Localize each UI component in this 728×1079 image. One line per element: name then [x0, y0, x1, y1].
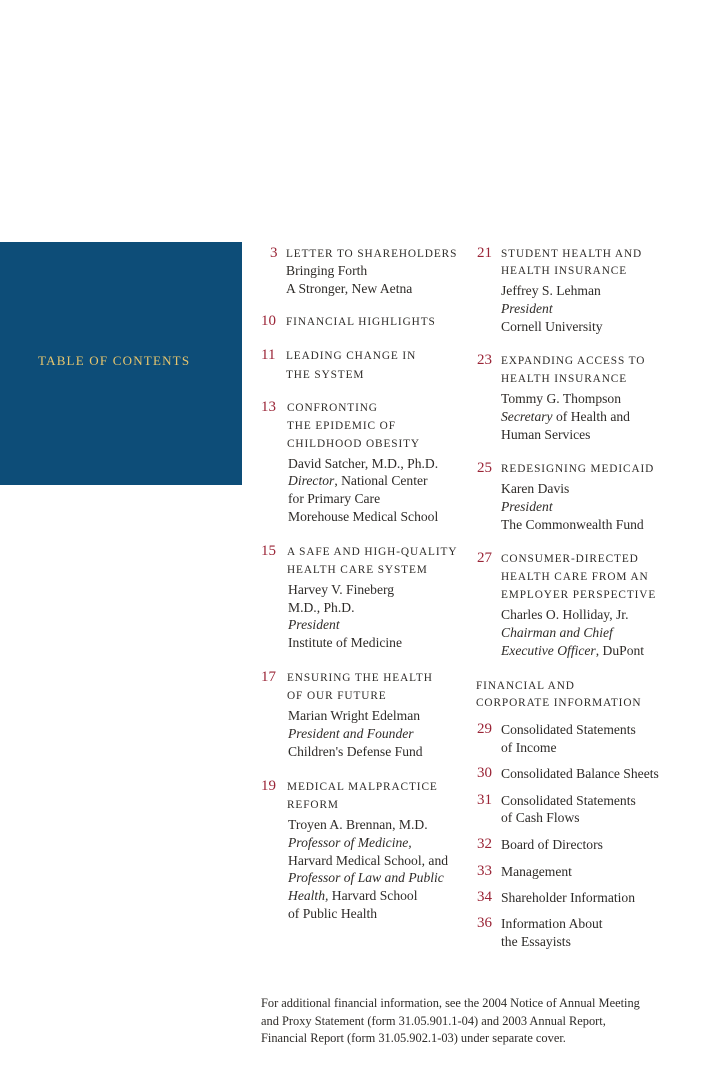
- essayist-role: President: [501, 499, 553, 514]
- essayist-role: Executive Officer: [501, 643, 596, 658]
- toc-entry-title[interactable]: MEDICAL MALPRACTICE: [287, 781, 438, 793]
- toc-entry-title[interactable]: CHILDHOOD OBESITY: [287, 438, 420, 450]
- toc-entry-title[interactable]: Shareholder Information: [501, 890, 636, 905]
- toc-page-number[interactable]: 31: [477, 792, 492, 808]
- essayist-name: Tommy G. Thompson: [501, 391, 622, 406]
- toc-entry-title[interactable]: STUDENT HEALTH AND: [501, 248, 643, 260]
- toc-page-number[interactable]: 11: [261, 347, 276, 363]
- essayist-affiliation: Harvard Medical School, and: [288, 853, 449, 868]
- toc-page-number[interactable]: 21: [477, 245, 492, 261]
- toc-entry-title[interactable]: EMPLOYER PERSPECTIVE: [501, 589, 657, 601]
- essayist-role: Chairman and Chief: [501, 625, 613, 640]
- toc-page-number[interactable]: 29: [477, 721, 492, 737]
- footer-line: Financial Report (form 31.05.902.1-03) under separate cover.: [261, 1031, 566, 1045]
- toc-entry-title[interactable]: HEALTH INSURANCE: [501, 373, 628, 385]
- toc-entry-title[interactable]: HEALTH INSURANCE: [501, 265, 628, 277]
- essayist-affiliation: Cornell University: [501, 319, 603, 334]
- toc-entry-title[interactable]: LETTER TO SHAREHOLDERS: [286, 248, 458, 260]
- toc-entry-title[interactable]: LEADING CHANGE IN: [286, 350, 417, 362]
- toc-entry-subtitle: Bringing Forth: [286, 263, 368, 278]
- essayist-name: Jeffrey S. Lehman: [501, 283, 601, 298]
- toc-entry-title[interactable]: FINANCIAL HIGHLIGHTS: [286, 316, 436, 328]
- essayist-affiliation: of Health and: [552, 409, 630, 424]
- toc-page-number[interactable]: 13: [261, 399, 276, 415]
- essayist-affiliation: Children's Defense Fund: [288, 744, 423, 759]
- toc-entry-title[interactable]: Consolidated Statements: [501, 722, 636, 737]
- essayist-role: Professor of Law and Public: [288, 870, 444, 885]
- essayist-affiliation: Institute of Medicine: [288, 635, 403, 650]
- essayist-role: Director: [288, 473, 335, 488]
- essayist-affiliation: Harvard School: [328, 888, 418, 903]
- toc-entry-title[interactable]: Board of Directors: [501, 837, 603, 852]
- toc-entry-title[interactable]: Information About: [501, 916, 603, 931]
- footer-line: and Proxy Statement (form 31.05.901.1-04) and 2003 Annual Report,: [261, 1013, 606, 1028]
- essayist-title: [501, 408, 630, 426]
- essayist-affiliation: of Public Health: [288, 906, 378, 921]
- toc-entry-title[interactable]: Consolidated Statements: [501, 793, 636, 808]
- essayist-affiliation: , DuPont: [595, 643, 645, 658]
- toc-page-number[interactable]: 34: [477, 889, 492, 905]
- toc-page-number[interactable]: 32: [477, 836, 492, 852]
- toc-entry-title[interactable]: CONSUMER-DIRECTED: [501, 553, 639, 565]
- essayist-affiliation: [288, 887, 418, 905]
- essayist-role: Professor of Medicine,: [288, 835, 412, 850]
- essayist-affiliation: The Commonwealth Fund: [501, 517, 644, 532]
- toc-entry-title[interactable]: the Essayists: [501, 934, 571, 949]
- table-of-contents-title: TABLE OF CONTENTS: [38, 353, 191, 368]
- toc-page-number[interactable]: 3: [270, 245, 278, 261]
- essayist-name: Harvey V. Fineberg: [288, 582, 395, 597]
- footer-note: [261, 995, 640, 1048]
- essayist-role: President: [288, 617, 340, 632]
- essayist-role: Secretary: [501, 409, 553, 424]
- essayist-affiliation: Human Services: [501, 427, 591, 442]
- essayist-affiliation: , National Center: [334, 473, 428, 488]
- essayist-role: Health,: [288, 888, 329, 903]
- toc-page-number[interactable]: 30: [477, 765, 492, 781]
- essayist-title: [501, 642, 644, 660]
- toc-entry-title[interactable]: REDESIGNING MEDICAID: [501, 463, 655, 475]
- toc-entry-title[interactable]: of Income: [501, 740, 557, 755]
- toc-entry-title[interactable]: THE EPIDEMIC OF: [287, 420, 396, 432]
- toc-entry-title[interactable]: EXPANDING ACCESS TO: [501, 355, 646, 367]
- financial-section-heading: FINANCIAL AND: [476, 680, 575, 692]
- footer-line: For additional financial information, see the 2004 Notice of Annual Meeting: [261, 996, 640, 1010]
- toc-entry-subtitle: A Stronger, New Aetna: [286, 281, 413, 296]
- essayist-name: Troyen A. Brennan, M.D.: [288, 817, 428, 832]
- toc-page-number[interactable]: 27: [477, 550, 492, 566]
- toc-page-number[interactable]: 25: [477, 460, 492, 476]
- essayist-role: President and Founder: [288, 726, 414, 741]
- essayist-affiliation: Morehouse Medical School: [288, 509, 439, 524]
- toc-page-number[interactable]: 17: [261, 669, 276, 685]
- toc-page-number[interactable]: 15: [261, 543, 276, 559]
- toc-entry-title[interactable]: REFORM: [287, 799, 339, 811]
- toc-entry-title[interactable]: OF OUR FUTURE: [287, 690, 387, 702]
- toc-page-number[interactable]: 23: [477, 352, 492, 368]
- toc-entry-title[interactable]: A SAFE AND HIGH-QUALITY: [287, 546, 458, 558]
- toc-entry-title[interactable]: Consolidated Balance Sheets: [501, 766, 659, 781]
- essayist-title: [288, 472, 428, 490]
- essayist-name: Karen Davis: [501, 481, 570, 496]
- toc-entry-title[interactable]: Management: [501, 864, 572, 879]
- essayist-role: President: [501, 301, 553, 316]
- essayist-name: David Satcher, M.D., Ph.D.: [288, 456, 439, 471]
- essayist-name: M.D., Ph.D.: [288, 600, 355, 615]
- toc-entry-title[interactable]: HEALTH CARE FROM AN: [501, 571, 649, 583]
- toc-entry-title[interactable]: ENSURING THE HEALTH: [287, 672, 433, 684]
- toc-entry-title[interactable]: HEALTH CARE SYSTEM: [287, 564, 428, 576]
- toc-entry-title[interactable]: of Cash Flows: [501, 810, 580, 825]
- essayist-name: Marian Wright Edelman: [288, 708, 421, 723]
- toc-page-number[interactable]: 33: [477, 863, 492, 879]
- toc-page-number[interactable]: 19: [261, 778, 276, 794]
- essayist-name: Charles O. Holliday, Jr.: [501, 607, 629, 622]
- toc-page-number[interactable]: 10: [261, 313, 276, 329]
- essayist-affiliation: for Primary Care: [288, 491, 381, 506]
- financial-section-heading: CORPORATE INFORMATION: [476, 697, 642, 709]
- toc-page-number[interactable]: 36: [477, 915, 492, 931]
- toc-entry-title[interactable]: THE SYSTEM: [286, 369, 365, 381]
- toc-entry-title[interactable]: CONFRONTING: [287, 402, 378, 414]
